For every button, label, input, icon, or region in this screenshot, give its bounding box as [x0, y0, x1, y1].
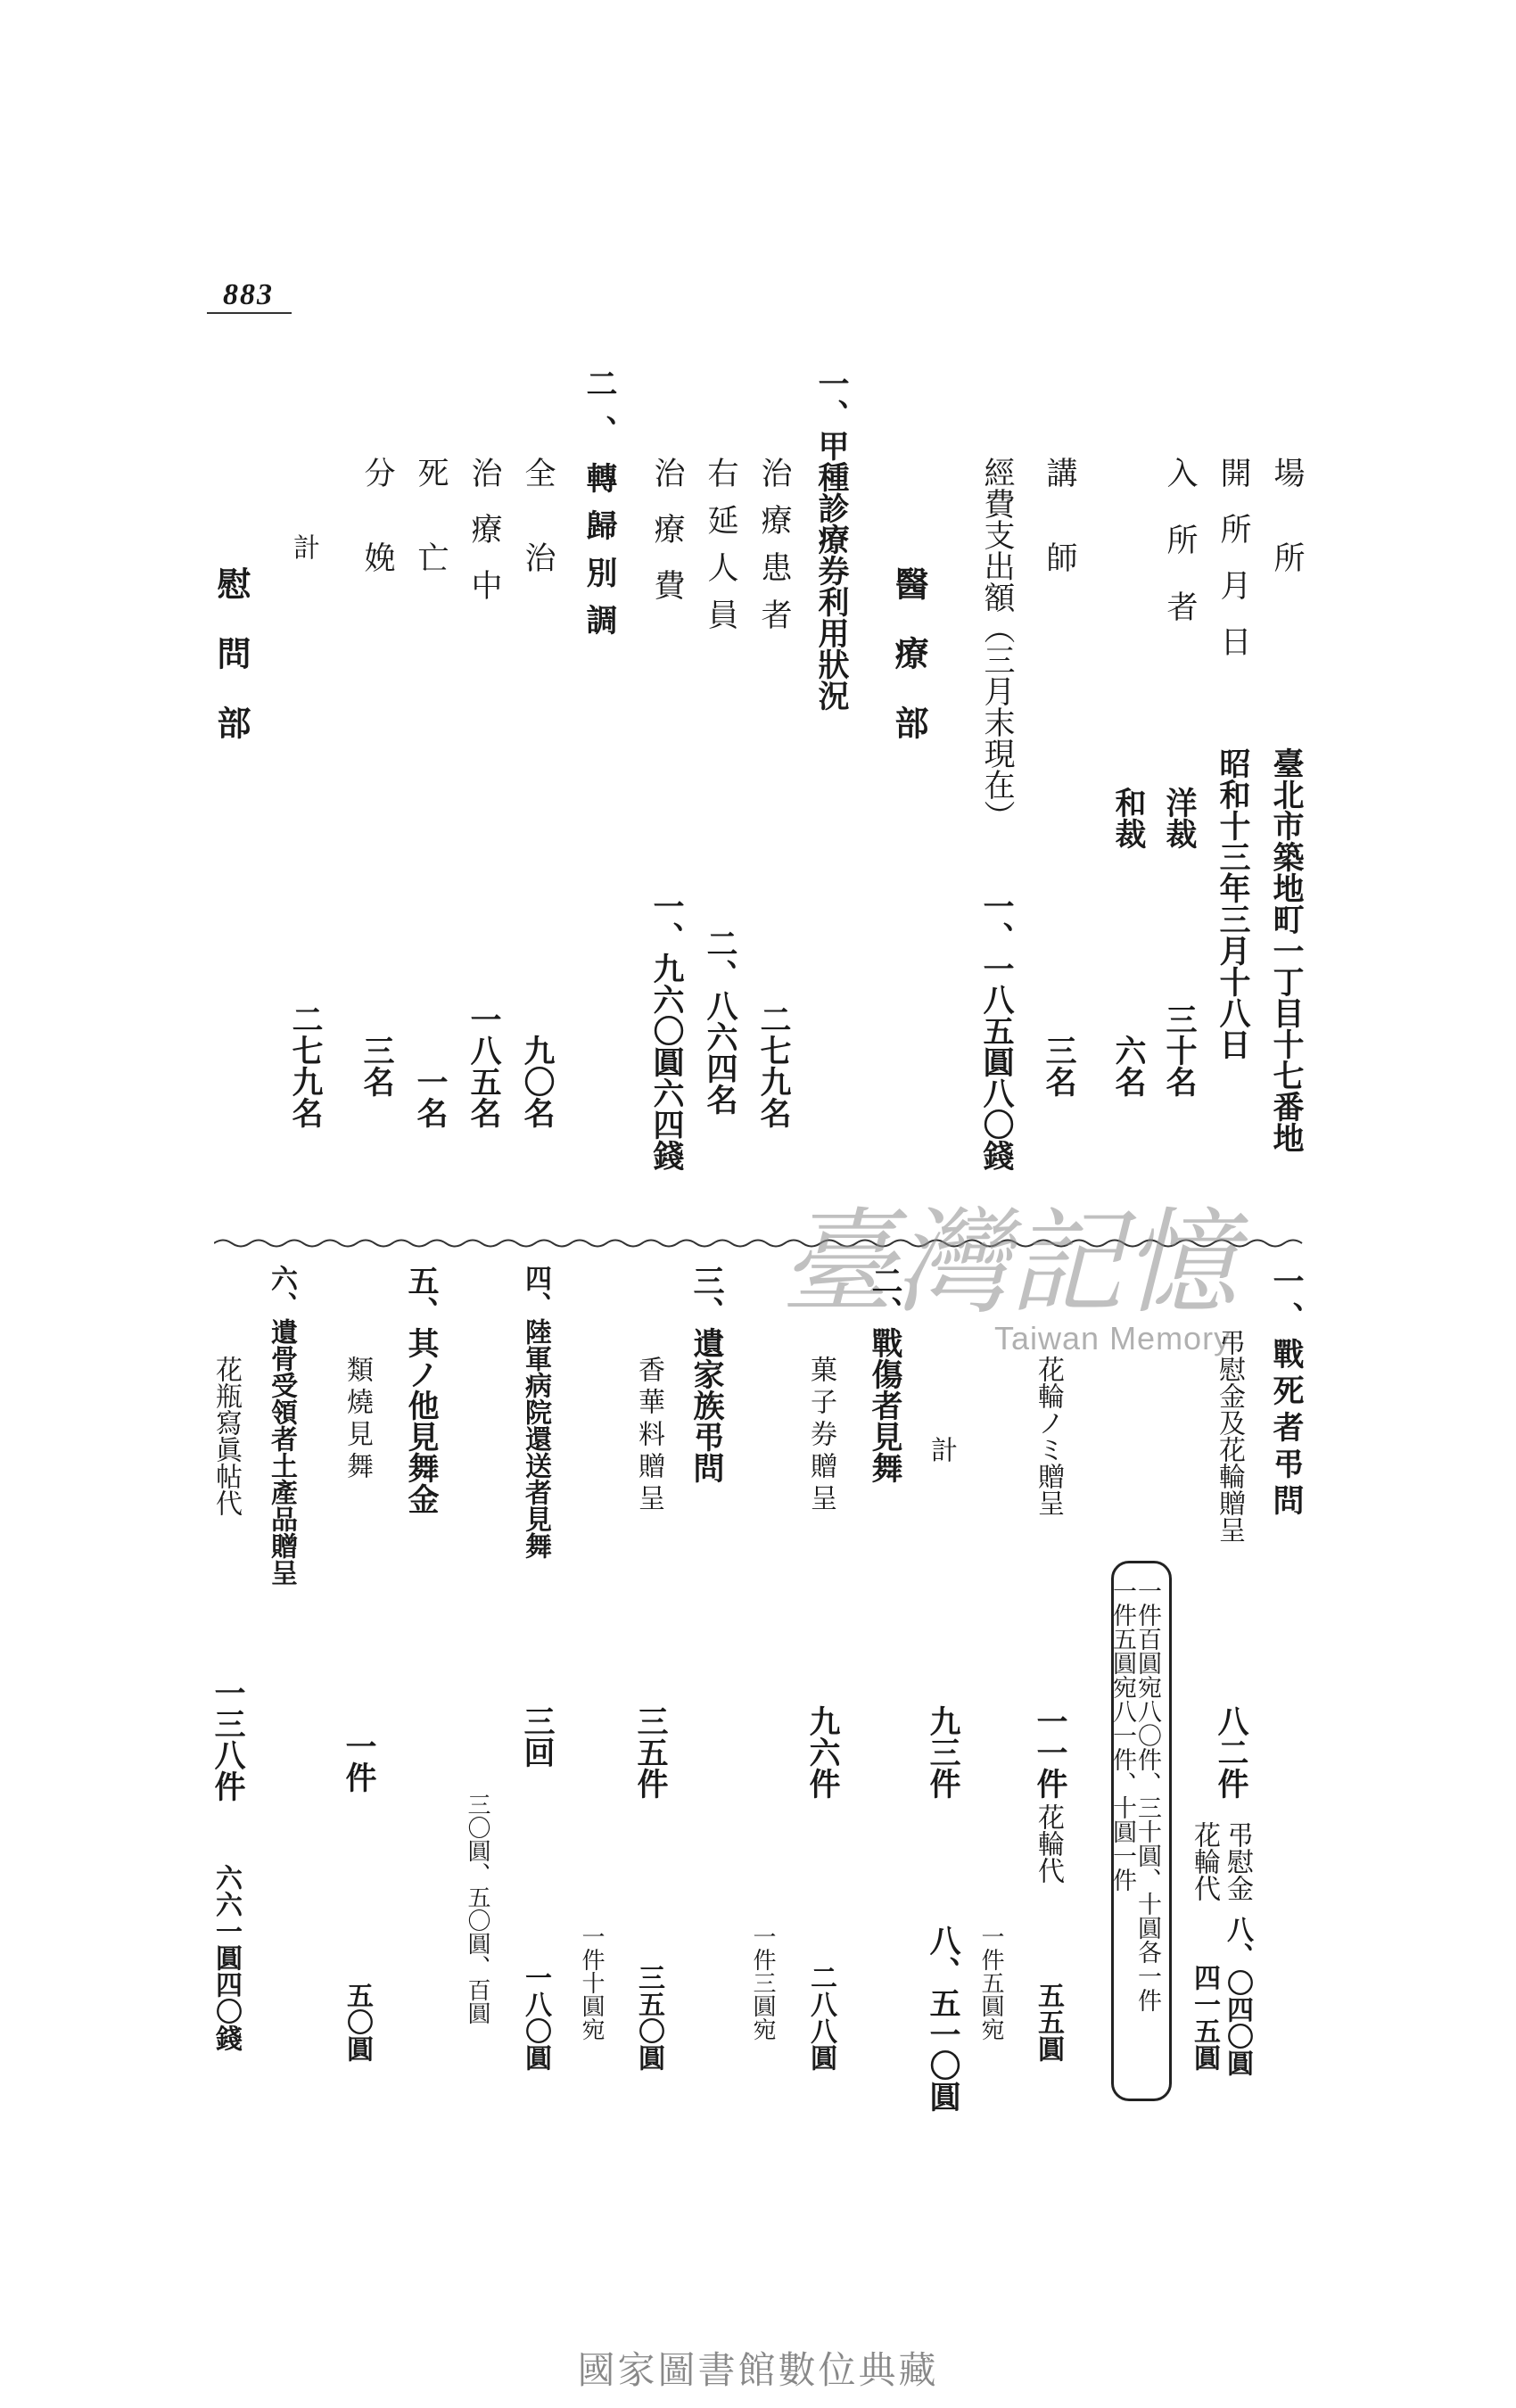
- page-number-rule: [207, 312, 292, 314]
- visit-section-1-amount-a: 八、〇四〇圓: [1222, 1916, 1253, 2076]
- visit-section-1-title: 一、戰死者弔問: [1268, 1265, 1305, 1521]
- death-label: 死亡: [413, 457, 449, 626]
- visit-section-4-count: 三回: [519, 1705, 556, 1768]
- visit-section-6-count: 一三八件: [210, 1677, 246, 1802]
- enrollee-label: 入所者: [1162, 457, 1198, 657]
- patients-value: 二七九名: [755, 1003, 792, 1128]
- enrollee-western-label: 洋裁: [1161, 787, 1198, 849]
- visit-section-3-label: 香華料贈呈: [633, 1356, 664, 1516]
- visit-section-4-title: 四、陸軍病院還送者見舞: [520, 1265, 551, 1559]
- visit-section-2-amount: 二八八圓: [805, 1964, 836, 2071]
- visit-heading: 慰問部: [211, 566, 251, 775]
- visit-section-5-label: 類燒見舞: [342, 1356, 373, 1484]
- visit-section-2-label: 菓子券贈呈: [805, 1356, 836, 1516]
- opening-label: 開所月日: [1215, 457, 1251, 681]
- visit-section-1-label-a: 弔慰金: [1222, 1821, 1253, 1901]
- enrollee-western-value: 三十名: [1161, 1003, 1198, 1097]
- death-value: 一名: [412, 1066, 449, 1128]
- flower-only-note: 一件五圓宛: [977, 1925, 1004, 2041]
- svg-text:臺灣記憶: 臺灣記憶: [780, 1197, 1238, 1330]
- instructor-label: 講師: [1042, 457, 1077, 626]
- place-label: 場所: [1269, 457, 1305, 626]
- childbirth-label: 分娩: [359, 457, 395, 626]
- visit-section-1-total-amount: 八、五一〇圓: [925, 1925, 961, 2112]
- visit-section-5-amount: 五〇圓: [342, 1982, 373, 2062]
- cured-value: 九〇名: [519, 1035, 556, 1128]
- expense-value: 一、一八五圓八〇錢: [978, 890, 1015, 1171]
- visit-section-1-amount-b: 四一五圓: [1189, 1964, 1220, 2071]
- page-number: 883: [223, 278, 274, 311]
- cured-label: 全治: [520, 457, 556, 626]
- flower-only-amount-label: 花輪代: [1033, 1803, 1064, 1884]
- medical-heading: 醫療部: [889, 566, 929, 775]
- persons-label: 右延人員: [703, 457, 738, 646]
- visit-section-3-count: 三五件: [632, 1705, 669, 1799]
- patients-label: 治療患者: [756, 457, 792, 646]
- instructor-value: 三名: [1041, 1035, 1077, 1097]
- section-2-title: 二、轉歸別調: [581, 367, 618, 651]
- opening-value: 昭和十三年三月十八日: [1215, 747, 1251, 1060]
- visit-section-1-sub: 弔慰金及花輪贈呈: [1214, 1329, 1245, 1543]
- visit-section-3-note: 一件十圓宛: [578, 1925, 605, 2041]
- place-value: 臺北市築地町一丁目十七番地: [1268, 747, 1305, 1153]
- persons-value: 二、八六四名: [702, 928, 738, 1115]
- visit-section-6-label: 花瓶寫眞帖代: [210, 1356, 242, 1516]
- flower-only-count: 一一件: [1032, 1705, 1068, 1799]
- visit-section-3-amount: 三五〇圓: [633, 1964, 664, 2071]
- visit-section-2-count: 九六件: [804, 1705, 841, 1799]
- total-value: 二七九名: [287, 1003, 324, 1128]
- fees-value: 一、九六〇圓六四錢: [648, 890, 685, 1171]
- visit-section-4-amount: 一八〇圓: [520, 1964, 551, 2071]
- visit-section-1-total-label: 計: [926, 1436, 957, 1463]
- treating-label: 治療中: [466, 457, 502, 625]
- footer-credit: 國家圖書館數位典藏: [577, 2348, 939, 2392]
- visit-section-1-count: 八二件: [1213, 1705, 1249, 1799]
- section-1-title: 一、甲種診療券利用狀況: [813, 367, 850, 711]
- watermark-subtitle: Taiwan Memory: [994, 1320, 1232, 1357]
- visit-section-1-note-a: 一件百圓宛八〇件、三十圓、十圓各一件: [1133, 1579, 1161, 2012]
- visit-section-5-count: 一件: [341, 1730, 377, 1793]
- visit-section-5-title: 五、其ノ他見舞金: [403, 1265, 440, 1514]
- visit-section-2-note: 一件三圓宛: [749, 1925, 776, 2041]
- visit-section-1-label-b: 花輪代: [1189, 1821, 1220, 1901]
- fees-label: 治療費: [649, 457, 685, 625]
- flower-only-amount: 五五圓: [1033, 1982, 1064, 2062]
- enrollee-japanese-label: 和裁: [1110, 787, 1147, 849]
- visit-section-3-title: 三、遺家族弔問: [688, 1265, 725, 1483]
- visit-section-4-note: 三〇圓、五〇圓、百圓: [464, 1793, 490, 2025]
- enrollee-japanese-value: 六名: [1110, 1035, 1147, 1097]
- visit-section-2-title: 二、戰傷者見舞: [867, 1265, 903, 1483]
- visit-section-1-total-count: 九三件: [925, 1705, 961, 1799]
- visit-section-6-title: 六、遺骨受領者土產品贈呈: [266, 1265, 297, 1586]
- visit-section-1-note-b: 一件五圓宛八一件、十圓一件: [1108, 1579, 1136, 1892]
- treating-value: 一八五名: [466, 1003, 502, 1128]
- expense-label: 經費支出額（三月末現在）: [979, 457, 1015, 831]
- total-label: 計: [288, 533, 319, 560]
- childbirth-value: 三名: [358, 1035, 395, 1097]
- flower-only-label: 花輪ノミ贈呈: [1033, 1356, 1064, 1516]
- visit-section-6-amount: 六六一圓四〇錢: [210, 1864, 242, 2051]
